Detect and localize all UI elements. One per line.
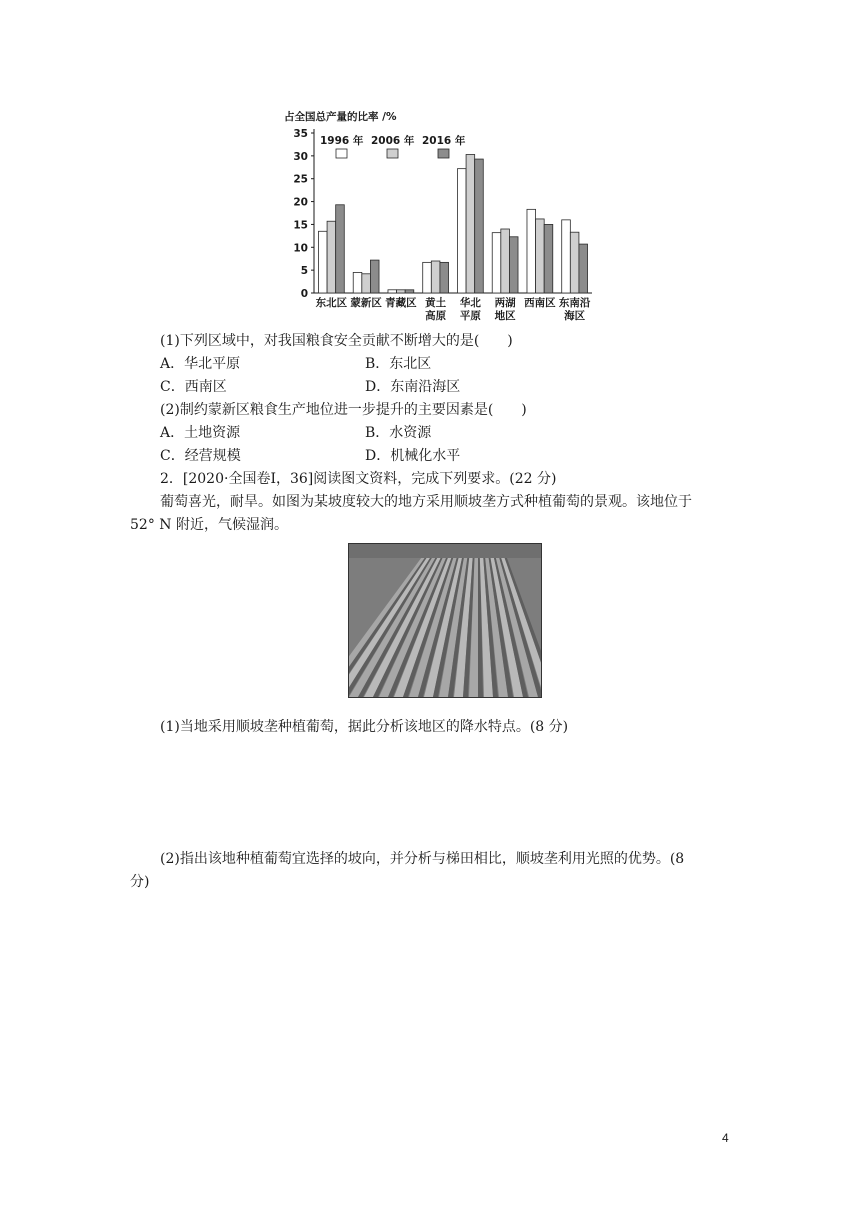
bar (579, 244, 588, 293)
bar (509, 237, 518, 293)
bar (570, 232, 579, 293)
bar (562, 220, 571, 293)
bar (431, 261, 440, 293)
page-number: 4 (722, 1131, 729, 1145)
x-category-label: 两湖 (494, 297, 516, 309)
bar (475, 159, 484, 293)
bar (544, 224, 553, 293)
problem2-sub2-line2: 分) (130, 874, 150, 890)
problem2-sub2-line1: (2)指出该地种植葡萄宜选择的坡向，并分析与梯田相比，顺坡垄利用光照的优势。(8 (160, 851, 685, 867)
legend-swatch (438, 149, 449, 158)
bar (370, 260, 379, 293)
problem2-sub1: (1)当地采用顺坡垄种植葡萄，据此分析该地区的降水特点。(8 分) (160, 719, 569, 735)
bar (318, 231, 327, 293)
x-category-label: 青藏区 (385, 297, 417, 309)
q2-stem: (2)制约蒙新区粮食生产地位进一步提升的主要因素是( ) (160, 402, 527, 418)
q1-option-c[interactable]: C．西南区 (160, 379, 227, 395)
problem2-intro-line1: 葡萄喜光，耐旱。如图为某坡度较大的地方采用顺坡垄方式种植葡萄的景观。该地位于 (160, 494, 692, 510)
bar (388, 290, 397, 293)
q2-option-c[interactable]: C．经营规模 (160, 448, 241, 464)
legend-swatch (336, 149, 347, 158)
q1-option-b[interactable]: B．东北区 (365, 356, 432, 372)
bar (457, 169, 466, 293)
x-category-label: 东南沿 (558, 297, 591, 309)
x-category-label: 高原 (425, 310, 447, 322)
y-tick-label: 35 (293, 128, 308, 140)
q2-option-b[interactable]: B．水资源 (365, 425, 432, 441)
bar (405, 290, 414, 293)
bar (362, 274, 371, 293)
legend-label: 1996 年 (320, 135, 364, 147)
y-tick-label: 10 (293, 242, 308, 255)
bar-chart-svg (280, 108, 600, 330)
q2-option-d[interactable]: D．机械化水平 (365, 448, 461, 464)
legend-label: 2016 年 (422, 135, 466, 147)
legend-swatch (387, 149, 398, 158)
q2-option-a[interactable]: A．土地资源 (160, 425, 241, 441)
bar (440, 262, 449, 293)
x-category-label: 华北 (459, 297, 481, 309)
q1-option-d[interactable]: D．东南沿海区 (365, 379, 461, 395)
y-tick-label: 25 (293, 173, 308, 186)
x-category-label: 西南区 (524, 297, 556, 309)
x-category-label: 东北区 (315, 297, 348, 309)
x-category-label: 平原 (459, 310, 481, 322)
y-tick-label: 5 (300, 265, 308, 278)
bar (466, 154, 475, 293)
bar (397, 290, 406, 293)
y-axis-title: 占全国总产量的比率 /% (284, 111, 397, 123)
problem2-header: 2．[2020·全国卷Ⅰ，36]阅读图文资料，完成下列要求。(22 分) (160, 471, 557, 487)
y-tick-label: 30 (293, 150, 308, 163)
bar (423, 262, 432, 293)
q1-stem: (1)下列区域中，对我国粮食安全贡献不断增大的是( ) (160, 333, 513, 349)
legend-label: 2006 年 (371, 135, 415, 147)
hill-top-band (349, 544, 541, 558)
y-tick-label: 20 (293, 196, 308, 209)
bar (492, 233, 501, 293)
x-category-label: 海区 (564, 310, 586, 322)
y-tick-label: 0 (300, 288, 308, 300)
bar (536, 219, 545, 293)
vineyard-photo (348, 543, 542, 698)
x-category-label: 蒙新区 (350, 297, 382, 309)
vineyard-illustration (349, 544, 541, 697)
bar (527, 209, 536, 293)
q1-option-a[interactable]: A．华北平原 (160, 356, 241, 372)
x-category-label: 地区 (494, 310, 516, 322)
problem2-intro-line2: 52° N 附近，气候湿润。 (130, 517, 288, 533)
bar (327, 221, 336, 293)
grain-share-chart (280, 108, 600, 330)
bar (336, 205, 345, 293)
bar (353, 272, 362, 293)
x-category-label: 黄土 (425, 297, 447, 309)
bar (501, 229, 510, 293)
y-tick-label: 15 (293, 219, 308, 232)
